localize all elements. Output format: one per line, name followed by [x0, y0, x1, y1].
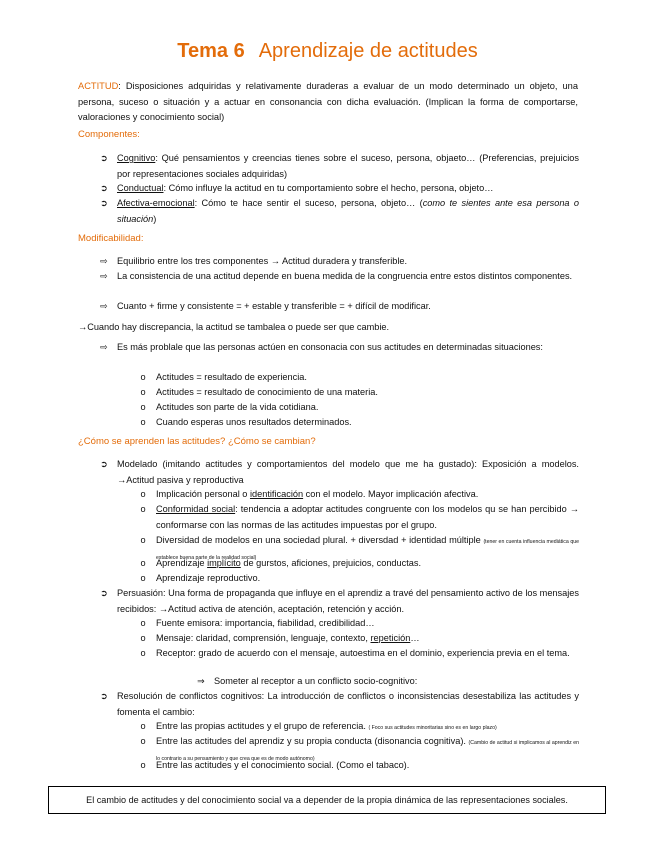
- componente-item: [100, 181, 579, 197]
- title-number: Tema 6: [177, 40, 245, 62]
- modificabilidad-text: Equilibrio entre los tres componentes → Actitud duradera y transferible.: [117, 256, 408, 266]
- text: Entre las propias actitudes y el grupo de referencia.: [156, 721, 369, 731]
- list-item: [140, 631, 579, 647]
- bullet-arrow-icon: ➲: [100, 183, 108, 193]
- circle-bullet-icon: o: [140, 760, 146, 770]
- circle-bullet-icon: o: [140, 721, 146, 731]
- underlined-text: identificación: [249, 489, 304, 499]
- circle-bullet-icon: o: [140, 648, 146, 658]
- discrepancia-sub-text: Es más problale que las personas actúen en consonacia con sus actitudes en determinadas situaciones:: [117, 342, 543, 352]
- circle-bullet-icon: o: [140, 387, 146, 397]
- circle-bullet-icon: o: [140, 504, 146, 514]
- list-item-text: Actitudes son parte de la vida cotidiana.: [156, 402, 319, 412]
- list-item: [140, 556, 579, 572]
- componente-italic: como te sientes ante esa persona o situación: [117, 198, 579, 224]
- list-item: [140, 385, 579, 401]
- double-arrow-icon: ⇒: [197, 676, 205, 686]
- text: Entre las actitudes del aprendiz y su propia conducta (disonancia cognitiva).: [156, 736, 469, 746]
- list-item: [140, 758, 579, 774]
- modificabilidad-heading: Modificabilidad:: [78, 233, 144, 244]
- discrepancia-sub: [100, 340, 579, 356]
- bullet-outline-arrow-icon: ⇨: [100, 256, 108, 266]
- text: con el modelo. Mayor implicación afectiva.: [303, 489, 479, 499]
- componente-term: Conductual: [117, 183, 164, 193]
- componente-end: ): [153, 213, 157, 224]
- list-item: [140, 646, 579, 662]
- circle-bullet-icon: o: [140, 402, 146, 412]
- list-item: [140, 400, 579, 416]
- modificabilidad-item: [100, 299, 579, 315]
- modelado-item: [100, 457, 579, 488]
- modificabilidad-text: Cuanto + firme y consistente = + estable y transferible = + difícil de modificar.: [117, 301, 431, 311]
- conclusion-box: El cambio de actitudes y del conocimiento social va a depender de la propia dinámica de las representaciones sociales.: [48, 786, 606, 814]
- text: : tendencia a adoptar actitudes congruente con los modelos qu se han percibido → conformarse con las normas de las actitudes impuestas por el grupo.: [156, 504, 579, 530]
- modificabilidad-item: [100, 254, 579, 270]
- actitud-label: ACTITUD: [78, 81, 119, 91]
- circle-bullet-icon: o: [140, 573, 146, 583]
- text: …: [410, 633, 420, 643]
- circle-bullet-icon: o: [140, 618, 146, 628]
- intro-text: : Disposiciones adquiridas y relativamente duraderas a evaluar de un modo determinado un objeto, una persona, suceso o situación y a actuar en consonancia con dicha evaluación. (Implican la forma de comportarse, valoraciones y conocimiento social): [78, 81, 578, 123]
- bullet-arrow-icon: ➲: [100, 459, 108, 469]
- page-title: [0, 40, 655, 63]
- small-note: (tener en cuenta influencia mediática que establece buena parte de la realidad social): [156, 539, 579, 561]
- circle-bullet-icon: o: [140, 489, 146, 499]
- list-item: [140, 487, 579, 503]
- circle-bullet-icon: o: [140, 558, 146, 568]
- list-item: [140, 616, 579, 632]
- intro-paragraph: [78, 79, 578, 126]
- text: Aprendizaje: [156, 558, 208, 568]
- resolucion-item: [100, 689, 579, 720]
- bullet-arrow-icon: ➲: [100, 198, 108, 208]
- componente-text: : Cómo te hace sentir el suceso, persona, objeto… (: [194, 198, 423, 208]
- discrepancia-line: →Cuando hay discrepancia, la actitud se tambalea o puede ser que cambie.: [78, 322, 390, 332]
- list-item: [140, 719, 579, 735]
- underlined-text: Conformidad social: [156, 504, 236, 514]
- text: Receptor: grado de acuerdo con el mensaje, autoestima en el dominio, experiencia previa en el tema.: [156, 648, 570, 658]
- componente-text: : Cómo influye la actitud en tu comportamiento sobre el hecho, persona, objeto…: [163, 183, 494, 193]
- underlined-text: repetición: [370, 633, 411, 643]
- aprenden-heading: ¿Cómo se aprenden las actitudes? ¿Cómo se cambian?: [78, 436, 316, 447]
- componente-item: [100, 196, 579, 227]
- list-item: [140, 571, 579, 587]
- bullet-outline-arrow-icon: ⇨: [100, 342, 108, 352]
- text: Entre las actitudes y el conocimiento social. (Como el tabaco).: [156, 760, 410, 770]
- bullet-arrow-icon: ➲: [100, 153, 108, 163]
- list-item-text: Actitudes = resultado de conocimiento de una materia.: [156, 387, 378, 397]
- text: Diversidad de modelos en una sociedad plural. + diversdad + identidad múltiple: [156, 535, 484, 545]
- componente-text: : Qué pensamientos y creencias tienes sobre el suceso, persona, objaeto… (Preferencias, prejuicios por representaciones sociales adquiridas): [117, 153, 579, 179]
- persuasion-lead: Persuasión: Una forma de propaganda que influye en el aprendiz a travé del pensamiento activo de los mensajes recibidos: →Actitud activa de atención, aceptación, retención y acción.: [117, 588, 579, 614]
- text: Mensaje: claridad, comprensión, lenguaje, contexto,: [156, 633, 371, 643]
- componente-term: Cognitivo: [117, 153, 156, 163]
- modificabilidad-item: [100, 269, 579, 285]
- list-item-text: Cuando esperas unos resultados determinados.: [156, 417, 352, 427]
- underlined-text: implícito: [207, 558, 241, 568]
- title-text: Aprendizaje de actitudes: [258, 40, 478, 62]
- circle-bullet-icon: o: [140, 535, 146, 545]
- text: Aprendizaje reproductivo.: [156, 573, 261, 583]
- text: Someter al receptor a un conflicto socio-cognitivo:: [214, 676, 418, 686]
- modificabilidad-text: La consistencia de una actitud depende en buena medida de la congruencia entre estos distintos componentes.: [117, 271, 573, 281]
- componentes-heading: Componentes:: [78, 129, 140, 140]
- circle-bullet-icon: o: [140, 633, 146, 643]
- list-item-text: Actitudes = resultado de experiencia.: [156, 372, 307, 382]
- resolucion-lead: Resolución de conflictos cognitivos: La introducción de conflictos o inconsistencias desestabiliza las actitudes y fomenta el cambio:: [117, 691, 579, 717]
- circle-bullet-icon: o: [140, 372, 146, 382]
- text: de gurstos, aficiones, prejuicios, conductas.: [240, 558, 422, 568]
- list-item: [140, 502, 579, 533]
- componente-item: [100, 151, 579, 182]
- bullet-outline-arrow-icon: ⇨: [100, 271, 108, 281]
- persuasion-item: [100, 586, 579, 617]
- circle-bullet-icon: o: [140, 736, 146, 746]
- componente-term: Afectiva-emocional: [117, 198, 195, 208]
- text: Implicación personal o: [156, 489, 250, 499]
- small-note: ( Foco sus actitudes minoritarias sino es en largo plazo): [368, 725, 497, 731]
- bullet-outline-arrow-icon: ⇨: [100, 301, 108, 311]
- circle-bullet-icon: o: [140, 417, 146, 427]
- bullet-arrow-icon: ➲: [100, 691, 108, 701]
- small-note: (Cambio de actitud si implicamos al aprendiz en lo contrario a su pensamiento y que crea que es de modo autónomo): [156, 740, 579, 762]
- text: Fuente emisora: importancia, fiabilidad, credibilidad…: [156, 618, 375, 628]
- list-item: [140, 415, 579, 431]
- list-item: [140, 370, 579, 386]
- modelado-lead: Modelado (imitando actitudes y comportamientos del modelo que me ha gustado): Exposición a modelos. →Actitud pasiva y reproductiva: [117, 459, 579, 485]
- arrow-item: [197, 674, 579, 690]
- bullet-arrow-icon: ➲: [100, 588, 108, 598]
